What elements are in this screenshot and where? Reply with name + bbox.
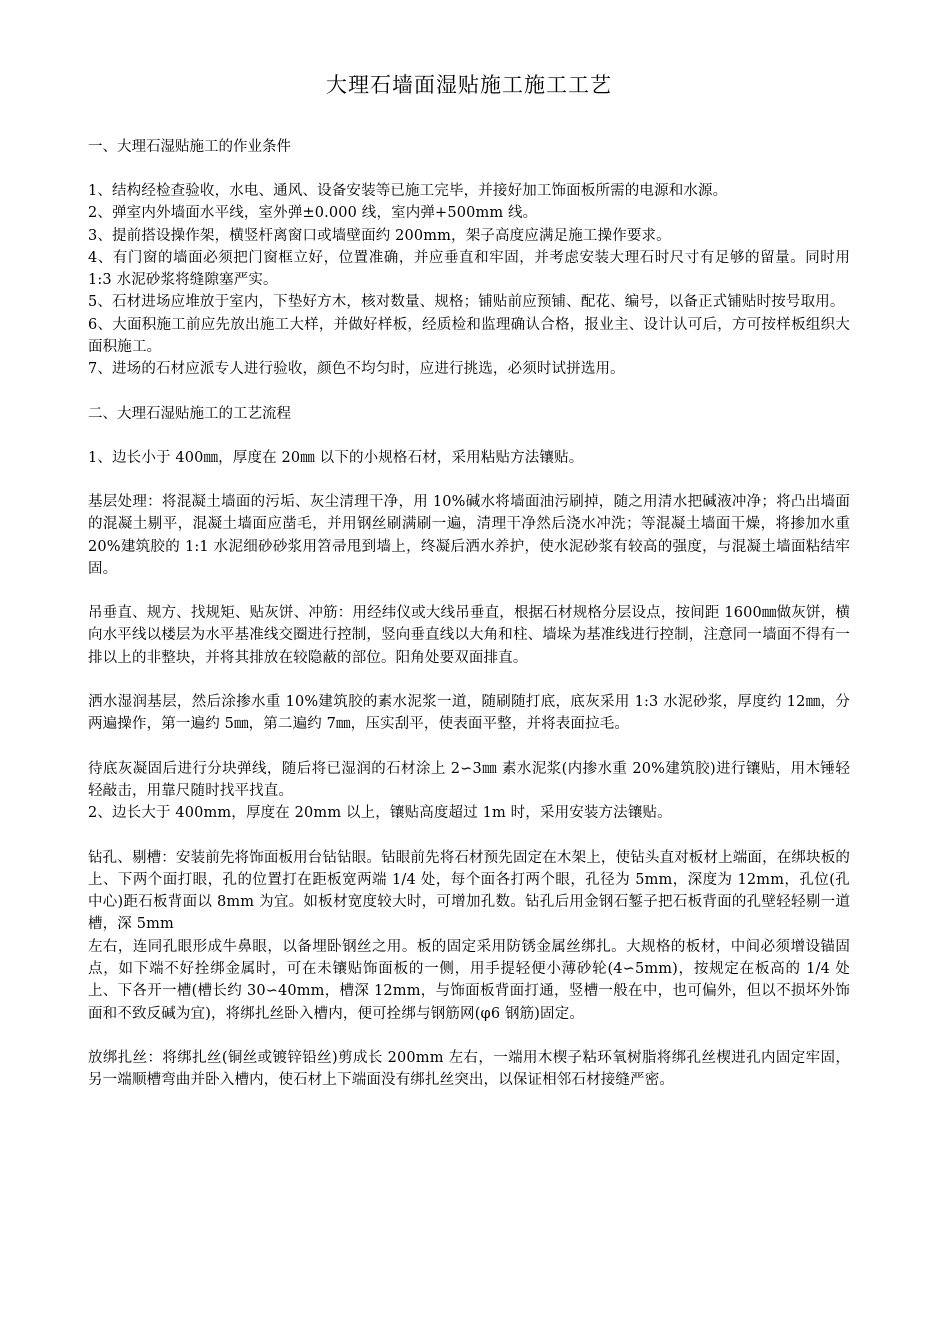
- spacer: [88, 736, 850, 758]
- paragraph-anchoring: 左右，连同孔眼形成牛鼻眼，以备埋卧钢丝之用。板的固定采用防锈金属丝绑扎。大规格的板材，中间必须增设锚固点，如下端不好拴绑金属时，可在未镶贴饰面板的一侧，用手提轻便小薄砂轮(4∽5mm)，按规定在板高的 1/4 处上、下各开一槽(槽长约 30∽40mm，槽深 12mm，与饰面板背面打通，竖槽一般在中，也可偏外，但以不损坏外饰面和不致反碱为宜)，将绑扎丝卧入槽内，便可拴绑与钢筋网(φ6 钢筋)固定。: [88, 938, 850, 1022]
- spacer: [88, 1025, 850, 1047]
- section-1-heading: 一、大理石湿贴施工的作业条件: [88, 139, 291, 155]
- list-item: 2、弹室内外墙面水平线，室外弹±0.000 线，室内弹+500mm 线。: [88, 205, 538, 222]
- paragraph-wetting-base: 洒水湿润基层，然后涂掺水重 10%建筑胶的素水泥浆一道，随刷随打底，底灰采用 1:3 水泥砂浆，厚度约 12㎜，分两遍操作，第一遍约 5㎜，第二遍约 7㎜，压实刮平，使表面平整，并将表面拉毛。: [88, 694, 850, 733]
- list-item: 4、有门窗的墙面必须把门窗框立好，位置准确，并应垂直和牢固，并考虑安装大理石时尺寸有足够的留量。同时用 1:3 水泥砂浆将缝隙塞严实。: [88, 249, 850, 289]
- paragraph-drilling: 钻孔、剔槽：安装前先将饰面板用台钻钻眼。钻眼前先将石材预先固定在木架上，使钻头直对板材上端面，在绑块板的上、下两个面打眼，孔的位置打在距板宽两端 1/4 处，每个面各打两个眼，孔径为 5mm，深度为 12mm，孔位(孔中心)距石板背面以 8mm 为宜。如板材宽度较大时，可增加孔数。钻孔后用金钢石錾子把石板背面的孔壁轻轻剔一道槽，深 5mm: [88, 849, 850, 933]
- document-page: [88, 70, 850, 1092]
- spacer: [88, 469, 850, 491]
- list-item: 7、进场的石材应派专人进行验收，颜色不均匀时，应进行挑选，必须时试拼选用。: [88, 361, 625, 378]
- paragraph-line-setting: 待底灰凝固后进行分块弹线，随后将已湿润的石材涂上 2∽3㎜ 素水泥浆(内掺水重 20%建筑胶)进行镶贴，用木锤轻轻敲击，用靠尺随时找平找直。: [88, 760, 850, 799]
- list-item: 5、石材进场应堆放于室内，下垫好方木，核对数量、规格；铺贴前应预铺、配花、编号，以备正式铺贴时按号取用。: [88, 294, 845, 311]
- paragraph-large-stone-method: 2、边长大于 400mm，厚度在 20mm 以上，镶贴高度超过 1m 时，采用安装方法镶贴。: [88, 805, 672, 822]
- section-2-heading: 二、大理石湿贴施工的工艺流程: [88, 405, 291, 422]
- paragraph-base-treatment: 基层处理：将混凝土墙面的污垢、灰尘清理干净，用 10%碱水将墙面油污刷掉，随之用清水把碱液冲净；将凸出墙面的混凝土剔平，混凝土墙面应凿毛，并用钢丝刷满刷一遍，清理干净然后浇水冲洗；等混凝土墙面干燥，将掺加水重 20%建筑胶的 1:1 水泥细砂砂浆用笤帚甩到墙上，终凝后洒水养护，使水泥砂浆有较高的强度，与混凝土墙面粘结牢固。: [88, 493, 850, 577]
- spacer: [88, 669, 850, 691]
- paragraph-plumb-alignment: 吊垂直、规方、找规矩、贴灰饼、冲筋：用经纬仪或大线吊垂直，根据石材规格分层设点，按间距 1600㎜做灰饼，横向水平线以楼层为水平基准线交圈进行控制，竖向垂直线以大角和柱、墙垛为基准线进行控制，注意同一墙面不得有一排以上的非整块，并将其排放在较隐蔽的部位。阳角处要双面排直。: [88, 605, 850, 666]
- section-1-list: [88, 180, 850, 381]
- paragraph-binding-wire: 放绑扎丝：将绑扎丝(铜丝或镀锌铅丝)剪成长 200mm 左右，一端用木楔子粘环氧树脂将绑孔丝楔进孔内固定牢固，另一端顺槽弯曲并卧入槽内，使石材上下端面没有绑扎丝突出，以保证相邻石材接缝严密。: [88, 1049, 850, 1089]
- spacer: [88, 381, 850, 403]
- spacer: [88, 580, 850, 602]
- list-item: 1、结构经检查验收，水电、通风、设备安装等已施工完毕，并接好加工饰面板所需的电源和水源。: [88, 183, 728, 199]
- list-item: 6、大面积施工前应先放出施工大样，并做好样板，经质检和监理确认合格，报业主、设计认可后，方可按样板组织大面积施工。: [88, 316, 850, 356]
- spacer: [88, 825, 850, 847]
- paragraph-small-stone-method: 1、边长小于 400㎜，厚度在 20㎜ 以下的小规格石材，采用粘贴方法镶贴。: [88, 449, 584, 466]
- list-item: 3、提前搭设操作架，横竖杆离窗口或墙壁面约 200mm，架子高度应满足施工操作要求。: [88, 227, 671, 244]
- document-title: 大理石墙面湿贴施工施工工艺: [326, 73, 612, 97]
